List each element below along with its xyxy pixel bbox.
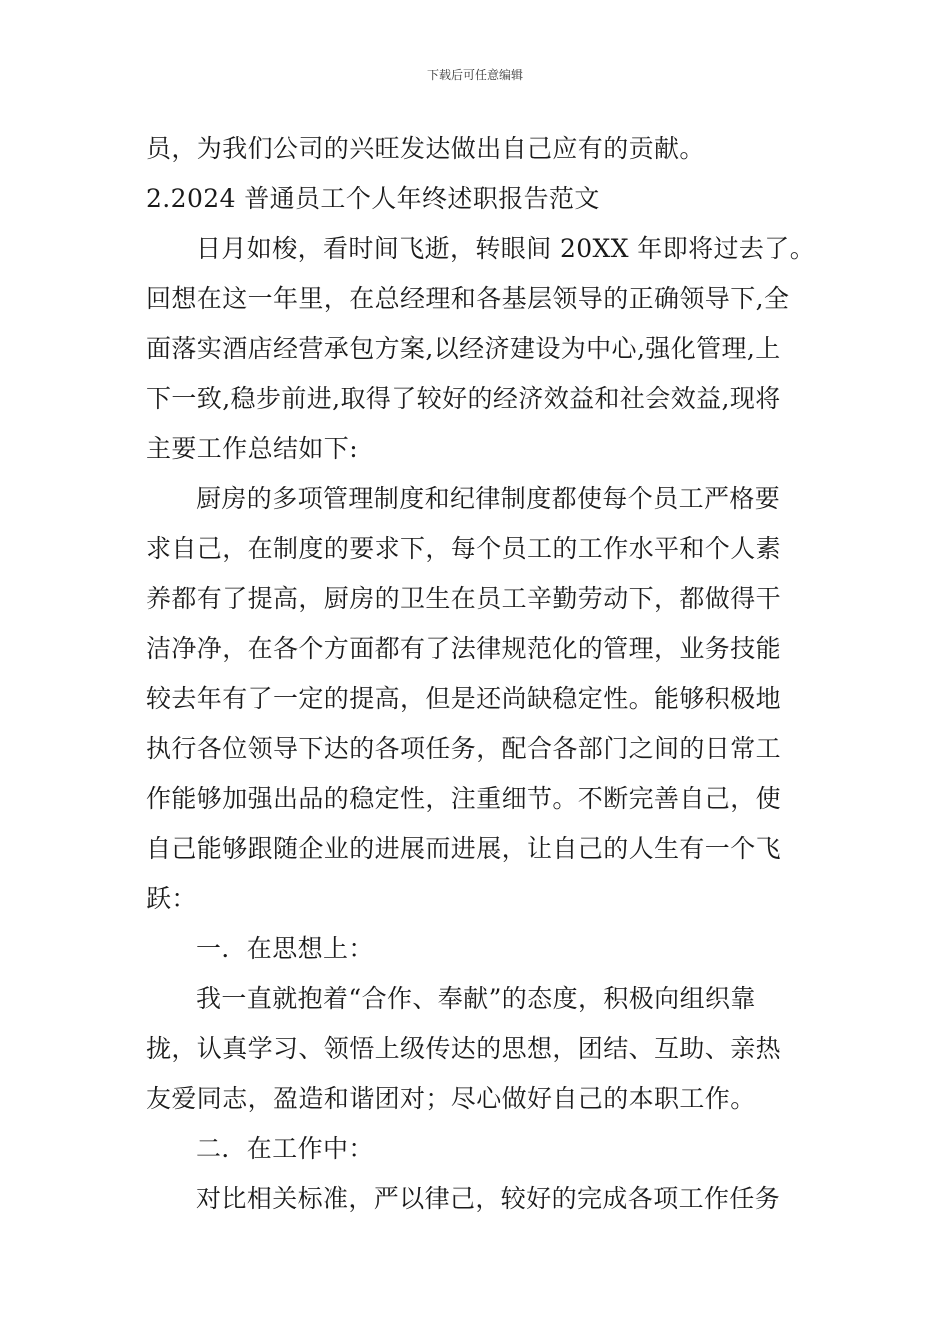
text-line: 主要工作总结如下: (146, 434, 359, 463)
text-line: 执行各位领导下达的各项任务，配合各部门之间的日常工 (146, 734, 782, 763)
text-line: 拢，认真学习、领悟上级传达的思想，团结、互助、亲热 (146, 1034, 782, 1063)
text-line: 对比相关标准，严以律己，较好的完成各项工作任务 (196, 1184, 781, 1213)
text-line: 面落实酒店经营承包方案,以经济建设为中心,强化管理,上 (146, 334, 781, 363)
text-line: 员，为我们公司的兴旺发达做出自己应有的贡献。 (146, 134, 705, 163)
page-header-note: 下载后可任意编辑 (426, 68, 523, 82)
text-line: 养都有了提高，厨房的卫生在员工辛勤劳动下，都做得干 (146, 584, 782, 613)
text-line: 洁净净，在各个方面都有了法律规范化的管理，业务技能 (146, 634, 782, 663)
text-line: 友爱同志，盈造和谐团对；尽心做好自己的本职工作。 (146, 1084, 756, 1113)
text-line: 求自己，在制度的要求下，每个员工的工作水平和个人素 (146, 534, 782, 563)
text-line: 较去年有了一定的提高，但是还尚缺稳定性。能够积极地 (146, 684, 782, 713)
text-line: 作能够加强出品的稳定性，注重细节。不断完善自己，使 (146, 784, 782, 813)
subsection-heading: 二．在工作中： (196, 1134, 374, 1163)
text-line: 下一致,稳步前进,取得了较好的经济效益和社会效益,现将 (146, 384, 781, 413)
subsection-heading: 一．在思想上： (196, 934, 374, 963)
text-line: 我一直就抱着“合作、奉献”的态度，积极向组织靠 (196, 984, 756, 1013)
section-heading: 2.2024 普通员工个人年终述职报告范文 (146, 184, 600, 213)
text-line: 回想在这一年里，在总经理和各基层领导的正确领导下,全 (146, 284, 790, 313)
text-line: 厨房的多项管理制度和纪律制度都使每个员工严格要 (196, 484, 781, 513)
text-line: 日月如梭，看时间飞逝，转眼间 20XX 年即将过去了。 (196, 234, 816, 263)
text-line: 自己能够跟随企业的进展而进展，让自己的人生有一个飞 (146, 834, 782, 863)
text-line: 跃： (146, 884, 197, 913)
